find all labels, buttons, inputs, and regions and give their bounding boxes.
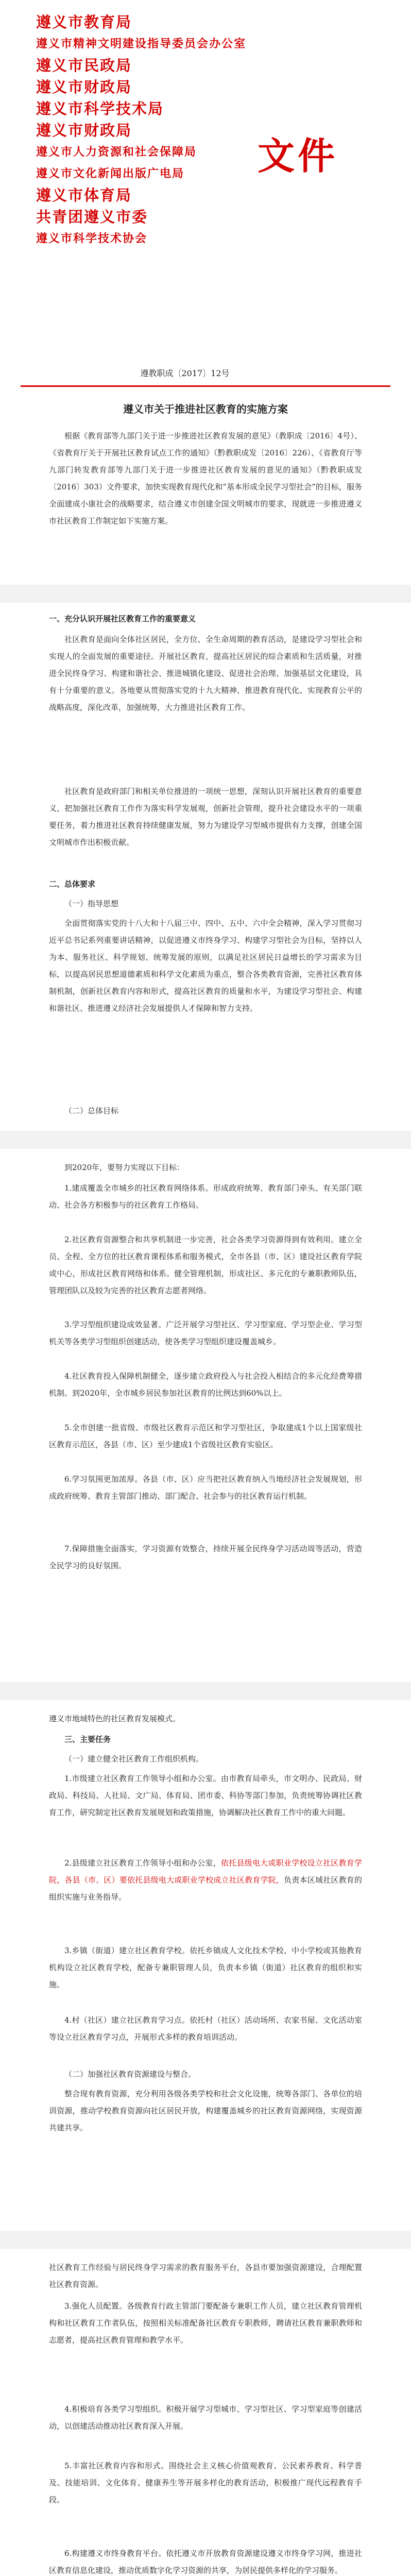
- page-gap: [0, 1682, 411, 1700]
- intro-paragraph: 根据《教育部等九部门关于进一步推进社区教育发展的意见》（教职成〔2016〕4号）、《省教育厅关于开展社区教育试点工作的通知》（黔教职成发〔2016〕226）、《省教育厅等九部门转发教育部等九部门关于进一步推进社区教育发展的意见的通知》（黔教职成发〔2016〕303）文件要求，加快实现教育现代化和“基本形成全民学习型社会”的目标，服务全面建成小康社会的战略要求，结合遵义市创建全国文明城市的要求，现就进一步推进遵义市社区教育工作制定如下实施方案。: [49, 431, 362, 526]
- paragraph: 社区教育是政府部门和相关单位推进的一项统一思想，深刻认识开展社区教育的重要意义，把加强社区教育工作作为落实科学发展观，创新社会管理，提升社会建设水平的一项重要任务，着力推进社区教育持续健康发展，努力为建设学习型城市提供有力支撑，创建全国文明城市作出积极贡献。: [49, 787, 362, 847]
- org-name: 遵义市教育局: [36, 13, 132, 31]
- page-gap: [0, 2231, 411, 2249]
- paragraph: 全面贯彻落实党的十八大和十八届三中、四中、五中、六中全会精神，深入学习贯彻习近平总书记系列重要讲话精神，以促进遵义市终身学习、构建学习型社会为目标，坚持以人为本、服务社区、科学规划、统筹发展的原则，以满足社区居民日益增长的学习需求为目标，以提高居民思想道德素质和科学文化素质为重点，整合各类教育资源，完善社区教育体制机制，创新社区教育内容和形式，提高社区教育的质量和水平，为建设学习型社会、构建和谐社区、推进遵义经济社会发展提供人才保障和智力支持。: [49, 919, 362, 1013]
- section-heading: 一、充分认识开展社区教育工作的重要意义: [49, 614, 196, 623]
- paragraph: 5.丰富社区教育内容和形式。围绕社会主义核心价值观教育、公民素养教育、科学普及、技能培训、文化体育、健康养生等开展多样化的教育活动，积极推广现代远程教育手段。: [49, 2461, 362, 2504]
- paragraph: 社区教育是面向全体社区居民，全方位、全生命周期的教育活动，是建设学习型社会和实现人的全面发展的重要途径。开展社区教育，提高社区居民的综合素质和生活质量，对推进全民终身学习、构建和谐社会、推进城镇化建设、促进社会治理、加强基层文化建设，具有十分重要的意义。各地要从贯彻落实党的十九大精神、推进教育现代化、实现教育公平的战略高度，深化改革，加强统筹，大力推进社区教育工作。: [49, 635, 362, 712]
- page-gap: [0, 1131, 411, 1149]
- issuing-org-list: [36, 11, 252, 249]
- red-divider: [21, 385, 390, 387]
- paragraph: 3.强化人员配置。各级教育行政主管部门要配备专兼职工作人员，建立社区教育管理机构和社区教育工作者队伍，按照相关标准配备社区教育专职教师，聘请社区教育兼职教师和志愿者，提高社区教育管理和教学水平。: [49, 2301, 362, 2345]
- paragraph: 3.乡镇（街道）建立社区教育学校。依托乡镇成人文化技术学校、中小学校或其他教育机构设立社区教育学校，配备专兼职管理人员，负责本乡镇（街道）社区教育的组织和实施。: [49, 1946, 362, 1989]
- org-name: 共青团遵义市委: [36, 208, 148, 226]
- org-name: 遵义市科学技术局: [36, 100, 164, 117]
- paragraph: 4.村（社区）建立社区教育学习点。依托村（社区）活动场所、农家书屋、文化活动室等设立社区教育学习点，开展形式多样的教育培训活动。: [49, 2015, 362, 2042]
- org-name: 遵义市精神文明建设指导委员会办公室: [36, 37, 247, 50]
- sub-heading: （一）指导思想: [64, 899, 119, 908]
- page-gap: [0, 585, 411, 603]
- paragraph: 2.社区教育资源整合和共享机制进一步完善，社会各类学习资源得到有效利用。建立全员、全程、全方位的社区教育课程体系和服务模式，全市各县（市、区）建设社区教育学院或中心，形成社区教育网络和体系。健全管理机制，形成社区、多元化的专兼职教师队伍，管理团队以及较为完善的社区教育志愿者网络。: [49, 1235, 362, 1295]
- paragraph: 7.保障措施全面落实，学习资源有效整合，持续开展全民终身学习活动周等活动，营造全民学习的良好氛围。: [49, 1544, 362, 1570]
- sub-heading: （二）总体目标: [64, 1106, 119, 1115]
- org-name: 遵义市科学技术协会: [36, 232, 148, 245]
- paragraph: 整合现有教育资源，充分利用各级各类学校和社会文化设施，统筹各部门、各单位的培训资源，推动学校教育资源向社区居民开放，构建覆盖城乡的社区教育资源网络，实现资源共建共享。: [49, 2089, 362, 2132]
- sub-heading: （一）建立健全社区教育工作组织机构。: [64, 1754, 204, 1764]
- org-name: 遵义市民政局: [36, 57, 132, 74]
- sub-heading: （二）加强社区教育资源建设与整合。: [64, 2070, 196, 2079]
- paragraph: 4.社区教育投入保障机制健全，逐步建立政府投入与社会投入相结合的多元化经费筹措机制。到2020年，全市城乡居民参加社区教育的比例达到60%以上。: [49, 1371, 362, 1398]
- text-run: 2.县级建立社区教育工作领导小组和办公室，: [64, 1858, 221, 1868]
- highlighted-text: 依托县级电大或职业学校设立社区教育学院，各县（市、区）要依托县级电大或职业学校成立社区教育学院，: [49, 1858, 362, 1885]
- paragraph: 3.学习型组织建设成效显著。广泛开展学习型社区、学习型家庭、学习型企业、学习型机关等各类学习型组织创建活动，使各类学习型组织建设覆盖城乡。: [49, 1320, 362, 1346]
- paragraph: 4.积极培育各类学习型组织。积极开展学习型城市、学习型社区、学习型家庭等创建活动，以创建活动推动社区教育深入开展。: [49, 2404, 362, 2431]
- paragraph: 遵义市地域特色的社区教育发展模式。: [49, 1714, 181, 1723]
- paragraph: 6.构建遵义市终身教育平台。依托遵义市开放教育资源建设遵义市终身学习网，推进社区教育信息化建设，推动优质数字化学习资源的共享，为居民提供多样化的学习服务。: [49, 2549, 362, 2575]
- paragraph: [49, 1855, 362, 1906]
- paragraph: 到2020年，要努力实现以下目标：: [64, 1163, 185, 1172]
- paragraph: 1.建成覆盖全市城乡的社区教育网络体系。形成政府统筹、教育部门牵头、有关部门联动、社会各方积极参与的社区教育工作格局。: [49, 1183, 362, 1210]
- document-number: 遵教职成〔2017〕12号: [140, 368, 230, 378]
- document-word: 文件: [258, 134, 338, 178]
- paragraph: 社区教育工作经验与居民终身学习需求的教育服务平台，各县市要加强资源建设，合理配置社区教育资源。: [49, 2263, 362, 2289]
- org-name: 遵义市文化新闻出版广电局: [36, 167, 185, 180]
- paragraph: 6.学习氛围更加浓厚。各县（市、区）应当把社区教育纳入当地经济社会发展规划，形成政府统筹、教育主管部门推动、部门配合、社会参与的社区教育运行机制。: [49, 1475, 362, 1501]
- org-name: 遵义市财政局: [36, 78, 132, 96]
- org-name: 遵义市体育局: [36, 187, 132, 204]
- section-heading: 三、主要任务: [64, 1735, 111, 1744]
- org-name: 遵义市人力资源和社会保障局: [36, 145, 197, 159]
- text-run: 负责本区域社区教育的组织实施与业务指导。: [49, 1875, 362, 1902]
- paragraph: 5.全市创建一批省级、市级社区教育示范区和学习型社区，争取建成1个以上国家级社区教育示范区，各县（市、区）至少建成1个省级社区教育实验区。: [49, 1423, 362, 1449]
- section-heading: 二、总体要求: [49, 879, 96, 889]
- document-title: 遵义市关于推进社区教育的实施方案: [123, 403, 288, 415]
- paragraph: 1.市级建立社区教育工作领导小组和办公室。由市教育局牵头，市文明办、民政局、财政局、科技局、人社局、文广局、体育局、团市委、科协等部门参加，负责统筹协调社区教育工作，研究制定社区教育发展规划和政策措施，协调解决社区教育工作中的重大问题。: [49, 1774, 362, 1817]
- org-name: 遵义市财政局: [36, 122, 132, 139]
